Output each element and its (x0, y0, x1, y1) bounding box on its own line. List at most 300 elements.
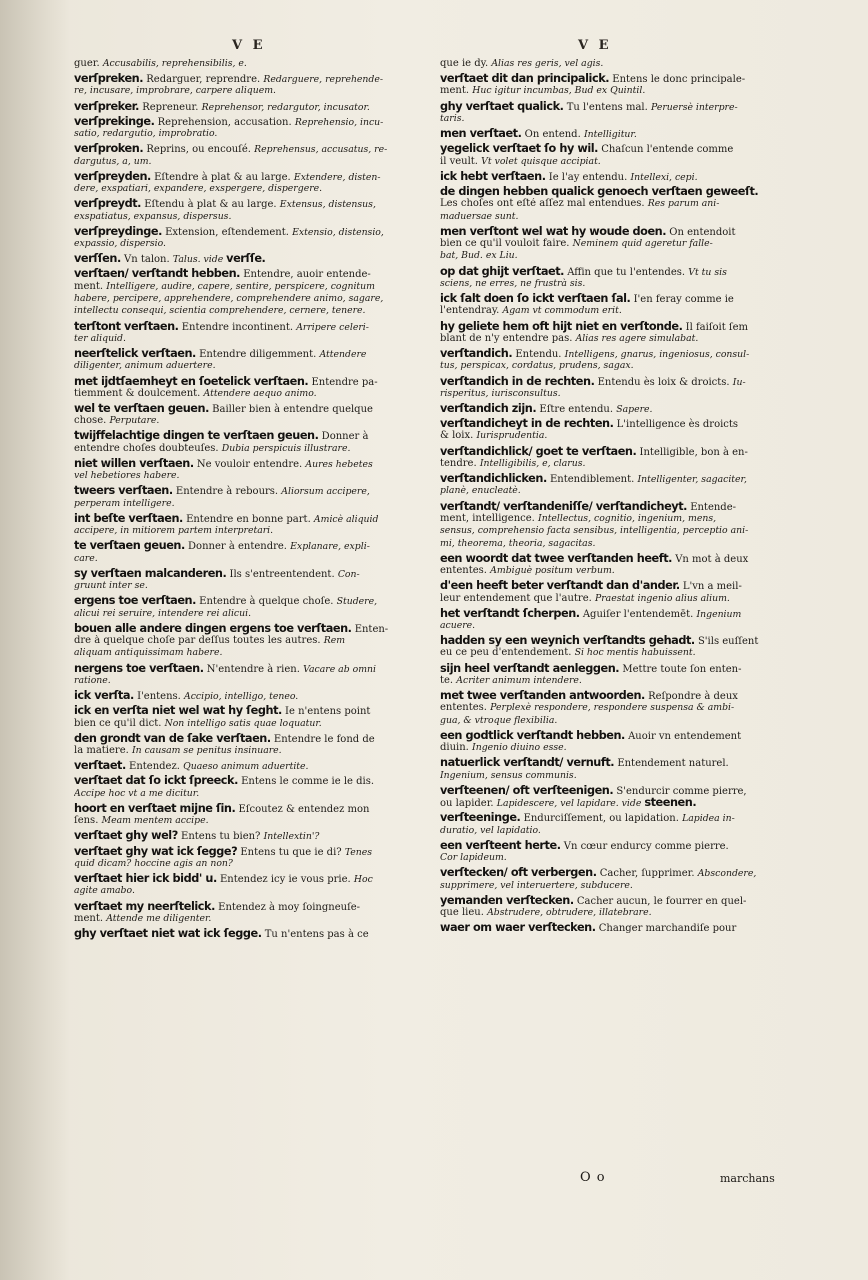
latin-gloss: Aliorsum accipere, (281, 486, 370, 498)
french-gloss: Vn talon. (120, 254, 173, 266)
entry-continuation-line (74, 718, 426, 730)
latin-gloss: vel hebetiores habere. (74, 470, 180, 482)
latin-gloss: satio, redargutio, improbratio. (74, 128, 218, 140)
latin-gloss: Perplexè respondere, respondere suspensa & ambi- (490, 702, 735, 714)
headword: verſpreker. (74, 100, 140, 113)
headword: verſtandich. (440, 348, 513, 361)
latin-gloss: ratione. (74, 674, 111, 686)
entry-line (440, 446, 795, 458)
french-gloss: Reprehension, accusation. (154, 116, 295, 128)
french-gloss: tiemment & doulcement. (74, 387, 204, 399)
headword: verſpreyden. (74, 170, 151, 183)
headword: men verſtont wel wat hy woude doen. (440, 225, 667, 238)
entry-line (74, 376, 426, 388)
latin-gloss: diligenter, animum aduertere. (74, 360, 216, 372)
latin-gloss: Reprehensio, incu- (294, 116, 384, 128)
entry-line (440, 867, 795, 879)
french-gloss: Auoir vn entendement (624, 730, 742, 742)
latin-gloss: Vt volet quisque accipiat. (481, 155, 601, 167)
entry-continuation-line (440, 825, 795, 837)
entry-continuation-line (74, 305, 426, 317)
latin-gloss: Dubia perspicuis illustrare. (221, 442, 351, 454)
latin-gloss: Ingenio diuino esse. (472, 742, 567, 754)
latin-gloss: perperam intelligere. (74, 497, 175, 509)
french-gloss: chose. (74, 415, 110, 427)
french-gloss: bien ce qu'il vouloit faire. (440, 238, 573, 250)
latin-gloss: Extensio, distensio, (292, 226, 384, 238)
latin-gloss: Intellectus, cognitio, ingenium, mens, (538, 512, 717, 524)
latin-gloss: Rem (323, 635, 346, 647)
entry-line (74, 458, 426, 470)
headword: waer om waer verſtecken. (440, 922, 596, 935)
entry-line (74, 268, 426, 280)
latin-gloss: Accusabilis, reprehensibilis, e. (102, 58, 247, 69)
headword: neerſtelick verſtaen. (74, 348, 196, 361)
latin-gloss: duratio, vel lapidatio. (440, 824, 541, 836)
entry-line (440, 553, 795, 565)
entry-continuation-line (74, 415, 426, 427)
headword: niet willen verſtaen. (74, 457, 194, 470)
headword: yegelick verſtaet ſo hy wil. (440, 143, 599, 156)
latin-gloss: acuere. (440, 619, 476, 631)
entry-continuation-line (74, 498, 426, 510)
entry-line (440, 757, 795, 769)
entry-line (440, 473, 795, 485)
headword: verſtaet ghy wat ick ſegge? (74, 845, 238, 858)
entry-continuation-line (440, 715, 795, 727)
entry-continuation-line (440, 333, 795, 345)
latin-gloss: Aures hebetes (305, 458, 373, 470)
latin-gloss: In causam se penitus insinuare. (131, 745, 282, 757)
entry-continuation-line (440, 278, 795, 290)
entry-line (440, 730, 795, 742)
french-gloss: ſens. (74, 815, 102, 827)
headword: yemanden verſtecken. (440, 894, 574, 907)
french-gloss: te. (440, 674, 457, 686)
french-gloss: Aguiſer l'entendemēt. (579, 608, 697, 620)
latin-gloss: Con- (337, 568, 360, 580)
latin-gloss: gua, & vtroque flexibilia. (440, 714, 558, 726)
french-gloss: S'endurcir comme pierre, (613, 785, 747, 797)
headword: verſſen. (74, 253, 121, 266)
french-gloss: l'entendray. (440, 305, 503, 317)
latin-gloss: Accipe hoc vt a me dicitur. (74, 787, 200, 799)
latin-gloss: Intellextin'? (263, 831, 320, 843)
headword: twijffelachtige dingen te verſtaen geuen. (74, 430, 319, 443)
entry-line (440, 608, 795, 620)
french-gloss: Mettre toute ſon enten- (619, 663, 742, 675)
french-gloss: Donner à entendre. (184, 541, 291, 553)
latin-gloss: Res parum ani- (647, 198, 720, 210)
entry-continuation-line (74, 293, 426, 305)
french-gloss: ment. (440, 85, 473, 97)
latin-gloss: Accipio, intelligo, teneo. (184, 691, 299, 703)
headword: verſteenen/ oft verſteenigen. (440, 784, 614, 797)
entry-continuation-line (74, 388, 426, 400)
entry-continuation-line (74, 815, 426, 827)
headword: op dat ghijt verſtaet. (440, 265, 565, 278)
entry-continuation-line (440, 360, 795, 372)
french-gloss: Extension, eſtendement. (161, 226, 293, 238)
latin-gloss: planè, enucleatè. (440, 485, 521, 497)
latin-gloss: risperitus, iurisconsultus. (440, 387, 561, 399)
headword: hadden sy een weynich verſtandts gehadt. (440, 635, 695, 648)
entry-line (74, 568, 426, 580)
french-gloss: eu ce peu d'entendement. (440, 647, 575, 659)
entry-continuation-line (440, 538, 795, 550)
entry-continuation-line (440, 770, 795, 782)
headword: ick en verſta niet wel wat hy ſeght. (74, 705, 282, 718)
french-gloss: Entens le comme ie le dis. (237, 776, 375, 788)
entry-line (440, 812, 795, 824)
french-gloss: Vn mot à deux (672, 553, 749, 565)
entry-continuation-line (74, 675, 426, 687)
entry-continuation-line (74, 211, 426, 223)
entry-continuation-line (440, 156, 795, 168)
headword: ick ſalt doen ſo ickt verſtaen ſal. (440, 293, 631, 306)
latin-gloss: Quaeso animum aduertite. (183, 761, 309, 773)
entry-line (74, 775, 426, 787)
entry-continuation-line (440, 513, 795, 525)
french-gloss: On entend. (521, 129, 584, 141)
entry-continuation-line (74, 183, 426, 195)
headword: verſtandichlicken. (440, 473, 547, 486)
entry-continuation-line (74, 913, 426, 925)
entry-continuation-line (440, 797, 795, 809)
headword: hoort en verſtaet mijne ſin. (74, 802, 236, 815)
entry-continuation-line (440, 702, 795, 714)
entry-continuation-line (74, 85, 426, 97)
french-gloss: L'vn a meil- (679, 581, 742, 593)
entry-line (74, 101, 426, 113)
latin-gloss: Redarguere, reprehende- (263, 74, 384, 86)
latin-gloss: Extensus, distensus, (279, 199, 376, 211)
entry-line (74, 171, 426, 183)
headword: verſpreydinge. (74, 225, 162, 238)
entry-line (74, 58, 426, 70)
french-gloss: ententes. (440, 702, 491, 714)
entry-continuation-line (440, 458, 795, 470)
latin-gloss: Attendere (319, 349, 367, 361)
entry-line (74, 73, 426, 85)
headword: verſtandich zijn. (440, 403, 537, 415)
entry-continuation-line (74, 553, 426, 565)
headword: verſtaet ghy wel? (74, 830, 178, 843)
entry-continuation-line (74, 156, 426, 168)
entry-continuation-line (440, 211, 795, 223)
latin-gloss: dargutus, a, um. (74, 155, 152, 167)
latin-gloss: Ingenium (696, 608, 742, 620)
headword: verſtandich in de rechten. (440, 375, 595, 388)
entry-line (74, 846, 426, 858)
entry-line (74, 928, 426, 940)
french-gloss: N'entendre à rien. (203, 663, 304, 675)
french-gloss: ment. (74, 912, 107, 924)
french-gloss: Cacher aucun, le fourrer en quel- (573, 895, 747, 907)
entry-line (74, 321, 426, 333)
entry-line (440, 321, 795, 333)
entry-line (440, 73, 795, 85)
french-gloss: Eſtre entendu. (536, 404, 617, 415)
latin-gloss: agite amabo. (74, 885, 135, 897)
entry-line (440, 663, 795, 675)
entry-continuation-line (74, 858, 426, 870)
headword: sy verſtaen malcanderen. (74, 567, 227, 580)
headword: verſprekinge. (74, 115, 155, 128)
french-gloss: Entendez icy ie vous prie. (216, 874, 354, 886)
left-running-head: V E (232, 38, 266, 53)
latin-gloss: care. (74, 552, 98, 564)
french-gloss: S'ils euſſent (694, 636, 759, 648)
french-gloss: que lieu. (440, 907, 488, 919)
signature-mark: O o (580, 1170, 606, 1185)
headword: te verſtaen geuen. (74, 540, 185, 553)
entry-continuation-line (440, 593, 795, 605)
headword: een verſteent herte. (440, 839, 561, 852)
french-gloss: que ie dy. (440, 58, 492, 69)
french-gloss: Changer marchandiſe pour (595, 923, 737, 935)
latin-gloss: Vt tu sis (688, 266, 727, 278)
headword: verſpreken. (74, 73, 144, 86)
latin-gloss: Lapidea in- (682, 813, 735, 825)
entry-line (74, 803, 426, 815)
french-gloss: Entendez à moy ſoingneuſe- (214, 901, 361, 913)
french-gloss: Ie l'ay entendu. (545, 171, 631, 183)
french-gloss: ment. (74, 280, 107, 292)
headword: ghy verſtaet niet wat ick ſegge. (74, 928, 262, 941)
french-gloss: ou lapider. (440, 798, 497, 810)
entry-line (74, 623, 426, 635)
latin-gloss: Alias res geris, vel agis. (491, 58, 604, 69)
headword: ergens toe verſtaen. (74, 595, 196, 608)
latin-gloss: Peruersè interpre- (650, 101, 738, 113)
latin-gloss: Abscondere, (697, 868, 757, 880)
headword: steenen. (644, 797, 697, 810)
latin-gloss: Non intelligo satis quae loquatur. (164, 717, 322, 729)
entry-line (440, 58, 795, 70)
french-gloss: Entende- (687, 501, 737, 513)
french-gloss: Redarguer, reprendre. (143, 74, 264, 86)
headword: verſtandichlick/ goet te verſtaen. (440, 445, 637, 458)
french-gloss: Donner à (318, 431, 369, 443)
entry-line (74, 901, 426, 913)
entry-continuation-line (440, 742, 795, 754)
entry-continuation-line (74, 608, 426, 620)
french-gloss: Entendre à rebours. (172, 486, 282, 498)
latin-gloss: Studere, (336, 596, 378, 608)
latin-gloss: Intelligenter, sagaciter, (637, 474, 747, 486)
french-gloss: Ils s'entreentendent. (226, 568, 338, 580)
headword: d'een heeft beter verſtandt dan d'ander. (440, 580, 680, 593)
french-gloss: tendre. (440, 457, 480, 469)
french-gloss: leur entendement que l'autre. (440, 592, 595, 604)
entry-line (74, 116, 426, 128)
french-gloss: Entendre incontinent. (178, 321, 297, 333)
catchword: marchans (720, 1172, 775, 1185)
french-gloss: Chaſcun l'entende comme (598, 144, 734, 156)
entry-continuation-line (74, 333, 426, 345)
entry-line (440, 226, 795, 238)
latin-gloss: Sapere. (616, 404, 653, 415)
french-gloss: diuin. (440, 742, 473, 754)
entry-continuation-line (440, 852, 795, 864)
french-gloss: Entendiblement. (546, 474, 638, 486)
entry-continuation-line (440, 305, 795, 317)
entry-continuation-line (74, 470, 426, 482)
headword: verſtaet my neerſtelick. (74, 900, 215, 913)
headword: verſtaet dit dan principalick. (440, 73, 610, 86)
entry-line (74, 430, 426, 442)
headword: terſtont verſtaen. (74, 320, 179, 333)
headword: men verſtaet. (440, 128, 522, 141)
entry-continuation-line (440, 525, 795, 537)
headword: bouen alle andere dingen ergens toe verſtaen. (74, 622, 352, 635)
entry-line (440, 348, 795, 360)
french-gloss: bien ce qu'il dict. (74, 717, 165, 729)
french-gloss: entendre choſes doubteuſes. (74, 442, 222, 454)
latin-gloss: dere, exspatiari, expandere, exspergere, dispergere. (74, 183, 323, 195)
entry-continuation-line (440, 430, 795, 442)
entry-line (74, 253, 426, 265)
entry-continuation-line (440, 620, 795, 632)
french-gloss: blant de n'y entendre pas. (440, 332, 576, 344)
left-column (74, 58, 426, 940)
french-gloss: Repreneur. (139, 101, 202, 113)
french-gloss: Entendez. (125, 761, 184, 773)
latin-gloss: Explanare, expli- (290, 541, 370, 553)
entry-line (440, 128, 795, 140)
headword: een woordt dat twee verſtanden heeft. (440, 552, 673, 565)
entry-continuation-line (74, 635, 426, 647)
french-gloss: il veult. (440, 155, 482, 167)
french-gloss: Ie n'entens point (281, 706, 371, 718)
french-gloss: Bailler bien à entendre quelque (208, 404, 373, 415)
latin-gloss: Abstrudere, obtrudere, illatebrare. (487, 907, 652, 919)
french-gloss: Entendre pa- (308, 376, 378, 388)
latin-gloss: quid dicam? hoccine agis an non? (74, 857, 233, 869)
french-gloss: I'entens. (133, 691, 185, 703)
headword: verſtaen/ verſtandt hebben. (74, 268, 241, 281)
french-gloss: & loix. (440, 430, 477, 442)
french-gloss: Entendement naturel. (614, 758, 729, 770)
headword: nergens toe verſtaen. (74, 662, 204, 675)
french-gloss: I'en feray comme ie (630, 294, 734, 306)
headword: den grondt van de ſake verſtaen. (74, 732, 271, 745)
entry-continuation-line (440, 238, 795, 250)
latin-gloss: bat, Bud. ex Liu. (440, 250, 518, 262)
headword: verſtaet. (74, 760, 126, 773)
entry-continuation-line (440, 198, 795, 210)
entry-line (74, 540, 426, 552)
french-gloss: ententes. (440, 565, 491, 577)
french-gloss: Eſtendre à plat & au large. (150, 171, 294, 183)
headword: verſtaet dat ſo ickt ſpreeck. (74, 775, 238, 788)
latin-gloss: habere, percipere, apprehendere, comprehendere animo, sagare, (74, 293, 384, 305)
entry-continuation-line (74, 238, 426, 250)
french-gloss: Entendre diligemment. (195, 349, 320, 361)
entry-continuation-line (74, 128, 426, 140)
latin-gloss: Reprehensus, accusatus, re- (254, 144, 388, 156)
entry-continuation-line (74, 525, 426, 537)
latin-gloss: Extendere, disten- (293, 171, 381, 183)
latin-gloss: exspatiatus, expansus, dispersus. (74, 210, 232, 222)
entry-line (74, 873, 426, 885)
entry-continuation-line (440, 647, 795, 659)
entry-line (74, 403, 426, 415)
entry-continuation-line (440, 250, 795, 262)
entry-continuation-line (440, 85, 795, 97)
latin-gloss: Tenes (344, 846, 373, 858)
entry-line (440, 922, 795, 934)
entry-line (440, 101, 795, 113)
french-gloss: Entens le donc principale- (609, 74, 746, 86)
entry-line (440, 403, 795, 415)
latin-gloss: Ambiguè positum verbum. (490, 565, 615, 577)
headword: verſtecken/ oft verbergen. (440, 867, 597, 880)
entry-line (74, 143, 426, 155)
latin-gloss: Arripere celeri- (296, 321, 369, 333)
headword: met twee verſtanden antwoorden. (440, 690, 645, 703)
latin-gloss: Intelligitur. (583, 129, 637, 141)
entry-line (440, 690, 795, 702)
french-gloss: Eſcoutez & entendez mon (235, 803, 370, 815)
french-gloss: Tu n'entens pas à ce (261, 929, 369, 941)
entry-continuation-line (440, 880, 795, 892)
headword: een godtlick verſtandt hebben. (440, 729, 625, 742)
latin-gloss: tus, perspicax, cordatus, prudens, sagax. (440, 360, 634, 372)
entry-line (440, 293, 795, 305)
entry-continuation-line (440, 485, 795, 497)
headword: de dingen hebben qualick genoech verſtaen geweeſt. (440, 186, 759, 199)
entry-line (74, 485, 426, 497)
french-gloss: Reprins, ou encouſé. (143, 144, 255, 156)
headword: verſteeninge. (440, 812, 521, 825)
french-gloss: Ne vouloir entendre. (193, 458, 306, 470)
french-gloss: Reſpondre à deux (644, 691, 738, 703)
entry-continuation-line (440, 565, 795, 577)
latin-gloss: Reprehensor, redargutor, incusator. (201, 101, 370, 113)
french-gloss: ment, intelligence. (440, 512, 539, 524)
french-gloss: Les choſes ont eſté aſſez mal entendues. (440, 198, 648, 210)
latin-gloss: maduersae sunt. (440, 210, 519, 222)
french-gloss: Affin que tu l'entendes. (564, 266, 689, 278)
entry-line (440, 635, 795, 647)
entry-continuation-line (74, 360, 426, 372)
headword: met ijdtſaemheyt en ſoetelick verſtaen. (74, 375, 309, 388)
entry-line (74, 513, 426, 525)
headword: ghy verſtaet qualick. (440, 100, 564, 113)
latin-gloss: Acriter animum intendere. (456, 674, 582, 686)
entry-line (440, 501, 795, 513)
entry-line (440, 580, 795, 592)
entry-line (440, 171, 795, 183)
latin-gloss: Hoc (353, 874, 373, 886)
french-gloss: Endurciſſement, ou lapidation. (520, 813, 683, 825)
latin-gloss: Lapidescere, vel lapidare. vide (496, 798, 645, 810)
headword: verſtandt/ verſtandeniſſe/ verſtandicheyt. (440, 500, 688, 513)
entry-line (440, 376, 795, 388)
latin-gloss: sciens, ne erres, ne frustrà sis. (440, 277, 586, 289)
french-gloss: Entendre à quelque choſe. (195, 596, 337, 608)
entry-line (74, 595, 426, 607)
french-gloss: Entendu ès loix & droicts. (594, 376, 733, 388)
french-gloss: dre à quelque choſe par deſſus toutes les autres. (74, 635, 324, 647)
entry-line (440, 266, 795, 278)
latin-gloss: re, incusare, improbrare, carpere aliquem. (74, 85, 277, 97)
book-gutter-shadow (0, 0, 70, 1280)
headword: wel te verſtaen geuen. (74, 403, 209, 415)
french-gloss: Entens tu que ie di? (237, 846, 345, 858)
